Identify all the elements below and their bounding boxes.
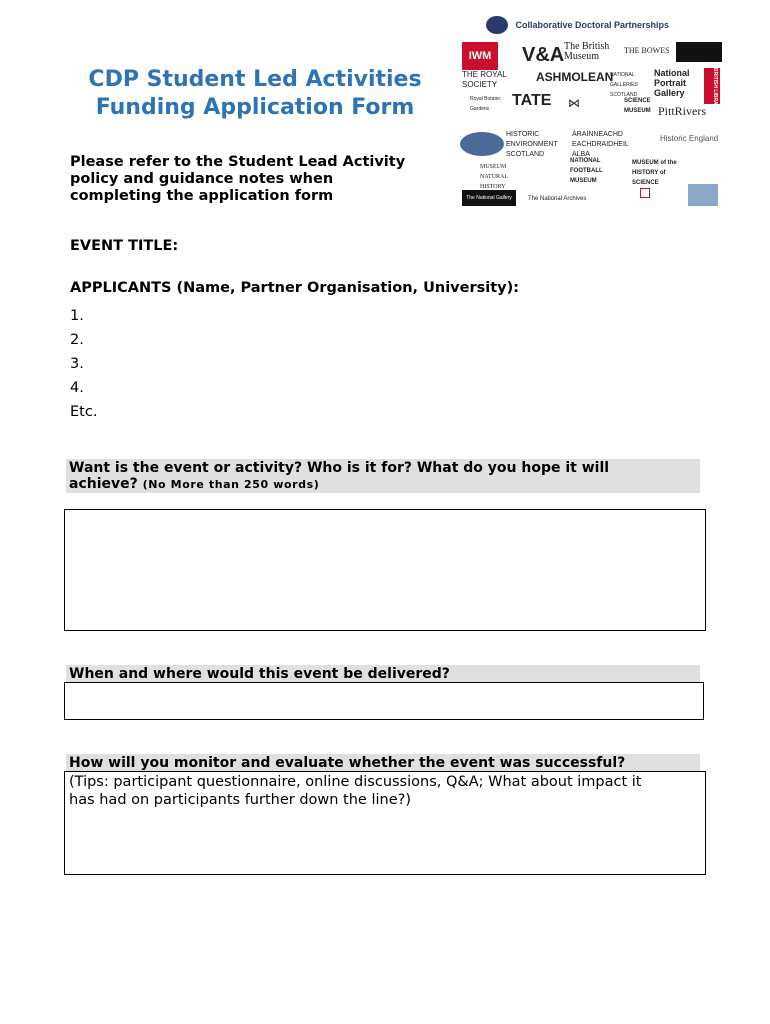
- tate-logo: TATE: [512, 92, 552, 109]
- intro-line-2: policy and guidance notes when: [70, 171, 334, 187]
- npg-logo: National Portrait Gallery: [654, 68, 690, 98]
- hes-emblem-icon: [460, 132, 504, 156]
- hes-logo: HISTORIC ENVIRONMENT SCOTLAND: [458, 130, 558, 166]
- evaluation-tips-line-1: (Tips: participant questionnaire, online discussions, Q&A; What about impact it: [69, 774, 642, 790]
- partner-logos: [452, 10, 732, 210]
- word-limit-note: (No More than 250 words): [142, 478, 320, 491]
- list-item: 2.: [70, 332, 84, 348]
- event-title-label: EVENT TITLE:: [70, 238, 179, 254]
- applicant-list: [70, 304, 97, 424]
- network-logo: [568, 98, 612, 116]
- intro-text: [70, 154, 440, 205]
- square-logo: [616, 188, 674, 206]
- evaluation-tips-line-2: has had on participants further down the line?): [69, 792, 411, 808]
- applicants-label: APPLICANTS (Name, Partner Organisation, University):: [70, 280, 520, 296]
- pitt-rivers-logo: PittRivers: [658, 104, 707, 118]
- cdp-logo: Collaborative Doctoral Partnerships: [486, 16, 696, 38]
- list-item: 1.: [70, 308, 84, 324]
- list-item: 4.: [70, 380, 84, 396]
- mhs-logo: MUSEUM of the HISTORY of SCIENCE: [632, 160, 677, 186]
- cdp-emblem-icon: [486, 16, 508, 34]
- title-line-1: CDP Student Led Activities: [88, 67, 422, 92]
- iwm-logo: IWM: [462, 42, 498, 70]
- question-activity-line-2: achieve? (No More than 250 words): [69, 476, 320, 492]
- hes-gaelic-logo: ÀRAINNEACHD EACHDRAIDHEIL ALBA: [572, 131, 629, 158]
- bowes-logo: THE BOWES: [624, 46, 670, 55]
- british-library-logo: BRITISH LIBRARY: [704, 68, 720, 104]
- evaluation-field[interactable]: [64, 771, 706, 875]
- intro-line-1: Please refer to the Student Lead Activity: [70, 154, 406, 170]
- nhm-logo: MUSEUM NATURAL HISTORY: [480, 164, 508, 190]
- delivery-field[interactable]: [64, 682, 704, 720]
- dark-logo: [676, 42, 722, 62]
- ashmolean-logo: ASHMOLEAN: [536, 70, 614, 84]
- blue-logo: [688, 184, 718, 206]
- national-archives-logo: The National Archives: [528, 196, 587, 202]
- title-line-2: Funding Application Form: [95, 95, 415, 120]
- historic-england-logo: Historic England: [660, 134, 719, 143]
- rbg-logo: Royal Botanic Gardens: [470, 96, 501, 112]
- list-item: Etc.: [70, 404, 98, 420]
- british-museum-logo: The British Museum: [564, 41, 610, 62]
- question-evaluation-heading: How will you monitor and evaluate whether the event was successful?: [66, 754, 700, 772]
- intro-line-3: completing the application form: [70, 188, 334, 204]
- question-delivery-heading: When and where would this event be delivered?: [66, 665, 700, 683]
- national-gallery-logo: The National Gallery: [462, 190, 516, 206]
- network-icon: ⋈: [568, 96, 580, 110]
- science-museum-logo: SCIENCE MUSEUM: [624, 98, 651, 114]
- galleries-scotland-logo: NATIONAL GALLERIES SCOTLAND: [610, 72, 638, 98]
- royal-society-logo: THE ROYAL SOCIETY: [462, 70, 507, 89]
- question-activity-heading: [66, 459, 700, 493]
- question-activity-line-1: Want is the event or activity? Who is it for? What do you hope it will: [69, 460, 610, 476]
- activity-description-field[interactable]: [64, 509, 706, 631]
- square-icon: [640, 188, 650, 198]
- list-item: 3.: [70, 356, 84, 372]
- form-title: [72, 66, 438, 122]
- va-logo: V&A: [522, 44, 565, 66]
- nfm-logo: NATIONAL FOOTBALL MUSEUM: [570, 158, 603, 184]
